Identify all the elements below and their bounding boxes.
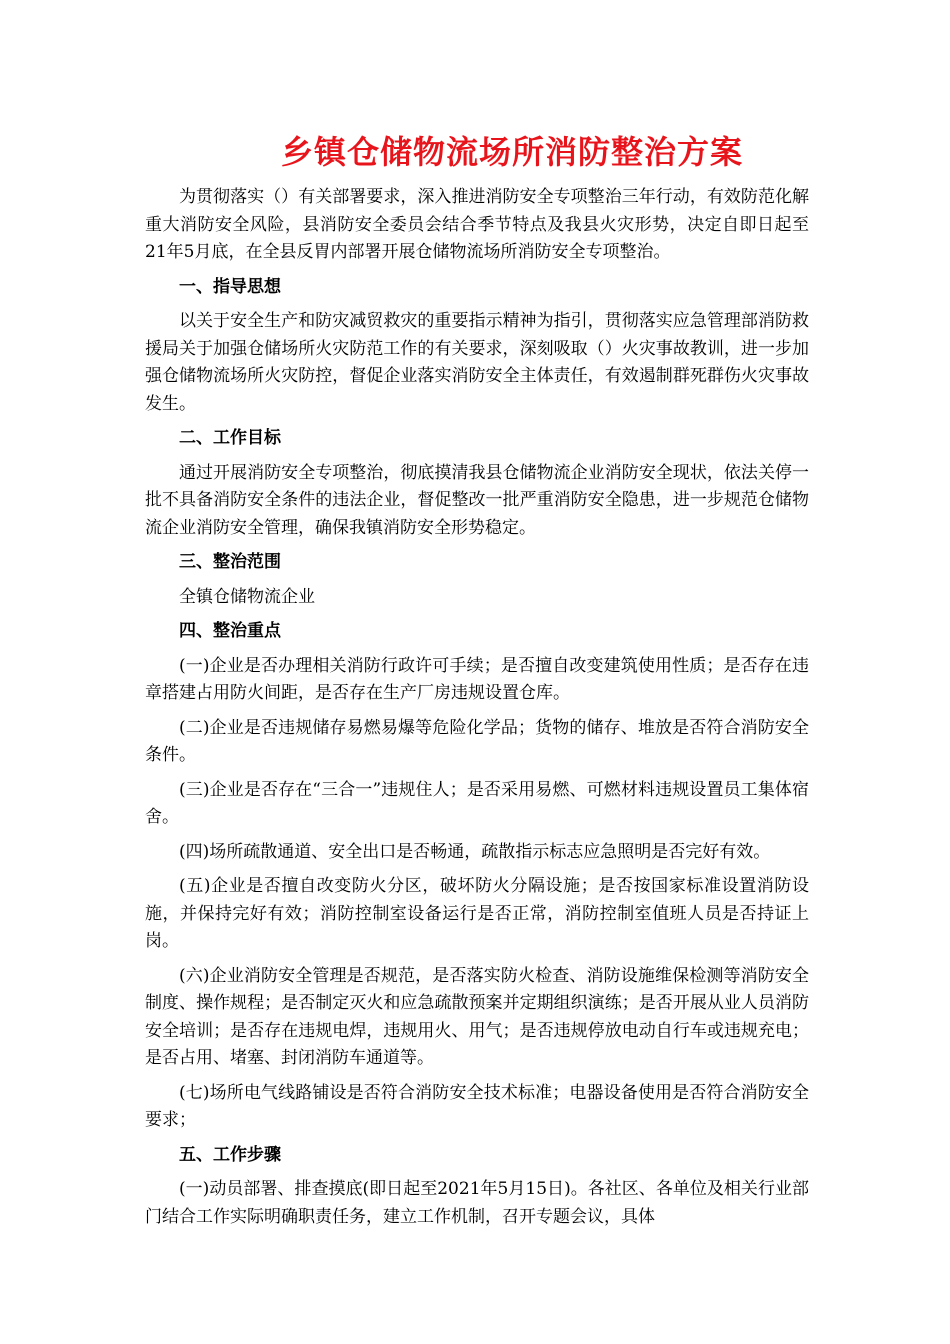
intro-paragraph: 为贯彻落实（）有关部署要求，深入推进消防安全专项整治三年行动，有效防范化解重大消防安全风险，县消防安全委员会结合季节特点及我县火灾形势，决定自即日起至21年5月底，在全县反胃内部署开展仓储物流场所消防安全专项整治。: [145, 187, 809, 262]
document-title: 乡镇仓储物流场所消防整治方案: [280, 133, 743, 171]
section-paragraph: 以关于安全生产和防灾减贸救灾的重要指示精神为指引，贯彻落实应急管理部消防救援局关于加强仓储场所火灾防范工作的有关要求，深刻吸取（）火灾事故教训，进一步加强仓储物流场所火灾防控，督促企业落实消防安全主体责任，有效遏制群死群伤火灾事故发生。: [145, 311, 809, 414]
list-item: (一)企业是否办理相关消防行政许可手续；是否擅自改变建筑使用性质；是否存在违章搭建占用防火间距，是否存在生产厂房违规设置仓库。: [145, 655, 809, 703]
document-page: [145, 130, 809, 1238]
section-work-goals: [145, 425, 809, 542]
list-item: (三)企业是否存在“三合一”违规住人；是否采用易燃、可燃材料违规设置员工集体宿舍。: [145, 779, 809, 827]
list-item: (二)企业是否违规储存易燃易爆等危险化学品；货物的储存、堆放是否符合消防安全条件。: [145, 717, 809, 765]
section-heading: 一、指导思想: [179, 276, 281, 297]
list-item: (五)企业是否擅自改变防火分区，破坏防火分隔设施；是否按国家标准设置消防设施，并保持完好有效；消防控制室设备运行是否正常，消防控制室值班人员是否持证上岗。: [145, 876, 809, 951]
section-heading: 二、工作目标: [179, 428, 281, 448]
section-guiding-ideology: [145, 274, 809, 419]
list-item: (六)企业消防安全管理是否规范，是否落实防火检查、消防设施维保检测等消防安全制度、操作规程；是否制定灭火和应急疏散预案并定期组织演练；是否开展从业人员消防安全培训；是否存在违规电焊，违规用火、用气；是否违规停放电动自行车或违规充电；是否占用、堵塞、封闭消防车通道等。: [145, 965, 809, 1068]
section-key-points: [145, 618, 809, 1135]
section-scope: [145, 549, 809, 611]
list-item: (一)动员部署、排查摸底(即日起至2021年5月15日)。各社区、各单位及相关行业部门结合工作实际明确职责任务，建立工作机制，召开专题会议，具体: [145, 1179, 809, 1227]
section-heading: 四、整治重点: [179, 621, 281, 641]
section-work-steps: [145, 1142, 809, 1232]
list-item: (四)场所疏散通道、安全出口是否畅通，疏散指示标志应急照明是否完好有效。: [179, 841, 771, 862]
list-item: (七)场所电气线路铺设是否符合消防安全技术标准；电器设备使用是否符合消防安全要求；: [145, 1082, 809, 1130]
section-heading: 五、工作步骤: [179, 1144, 281, 1165]
section-heading: 三、整治范围: [179, 552, 281, 572]
section-paragraph: 通过开展消防安全专项整治，彻底摸清我县仓储物流企业消防安全现状，依法关停一批不具备消防安全条件的违法企业，督促整改一批严重消防安全隐患，进一步规范仓储物流企业消防安全管理，确保我镇消防安全形势稳定。: [145, 462, 809, 538]
section-paragraph: 全镇仓储物流企业: [179, 586, 315, 607]
